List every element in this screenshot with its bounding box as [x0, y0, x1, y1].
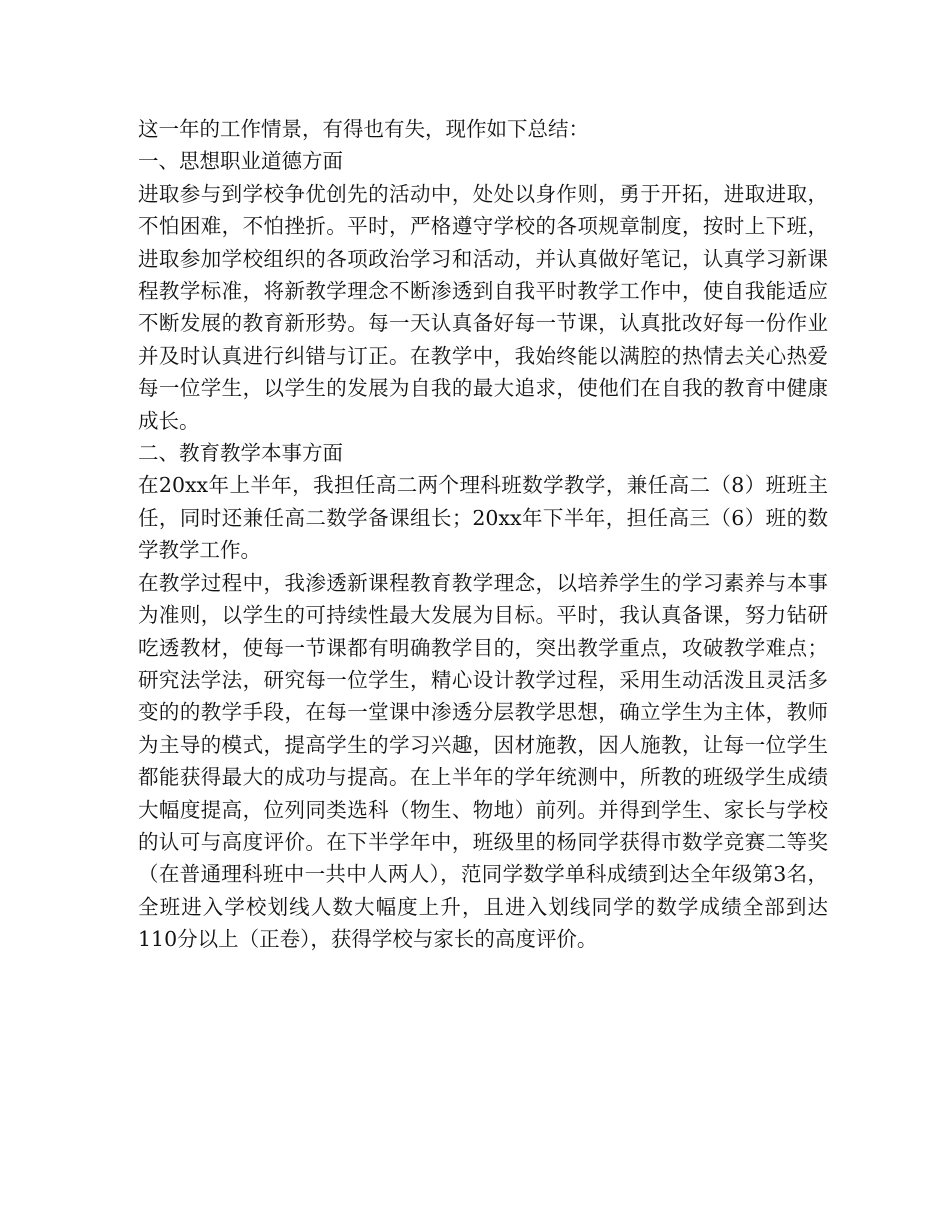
intro-line: 这一年的工作情景，有得也有失，现作如下总结： — [138, 117, 589, 141]
paragraph-assignments: 在20xx年上半年，我担任高二两个理科班数学教学，兼任高二（8）班班主任，同时还兼任高二数学备课组长；20xx年下半年，担任高三（6）班的数学教学工作。 — [138, 473, 828, 563]
paragraph-teaching-process: 在教学过程中，我渗透新课程教育教学理念，以培养学生的学习素养与本事为准则，以学生的可持续性最大发展为目标。平时，我认真备课，努力钻研吃透教材，使每一节课都有明确教学目的，突出教学重点，攻破教学难点；研究法学法，研究每一位学生，精心设计教学过程，采用生动活泼且灵活多变的的教学手段，在每一堂课中渗透分层教学思想，确立学生为主体，教师为主导的模式，提高学生的学习兴趣，因材施教，因人施教，让每一位学生都能获得最大的成功与提高。在上半年的学年统测中，所教的班级学生成绩大幅度提高，位列同类选科（物生、物地）前列。并得到学生、家长与学校的认可与高度评价。在下半学年中，班级里的杨同学获得市数学竞赛二等奖（在普通理科班中一共中人两人），范同学数学单科成绩到达全年级第3名，全班进入学校划线人数大幅度上升，且进入划线同学的数学成绩全部到达110分以上（正卷），获得学校与家长的高度评价。 — [138, 570, 828, 952]
section-heading-ethics: 一、思想职业道德方面 — [138, 149, 343, 174]
section-heading-teaching: 二、教育教学本事方面 — [138, 441, 343, 466]
paragraph-ethics: 进取参与到学校争优创先的活动中，处处以身作则，勇于开拓，进取进取，不怕困难，不怕挫折。平时，严格遵守学校的各项规章制度，按时上下班，进取参加学校组织的各项政治学习和活动，并认真做好笔记，认真学习新课程教学标准，将新教学理念不断渗透到自我平时教学工作中，使自我能适应不断发展的教育新形势。每一天认真备好每一节课，认真批改好每一份作业并及时认真进行纠错与订正。在教学中，我始终能以满腔的热情去关心热爱每一位学生，以学生的发展为自我的最大追求，使他们在自我的教育中健康成长。 — [138, 181, 828, 433]
document-body — [138, 113, 828, 956]
